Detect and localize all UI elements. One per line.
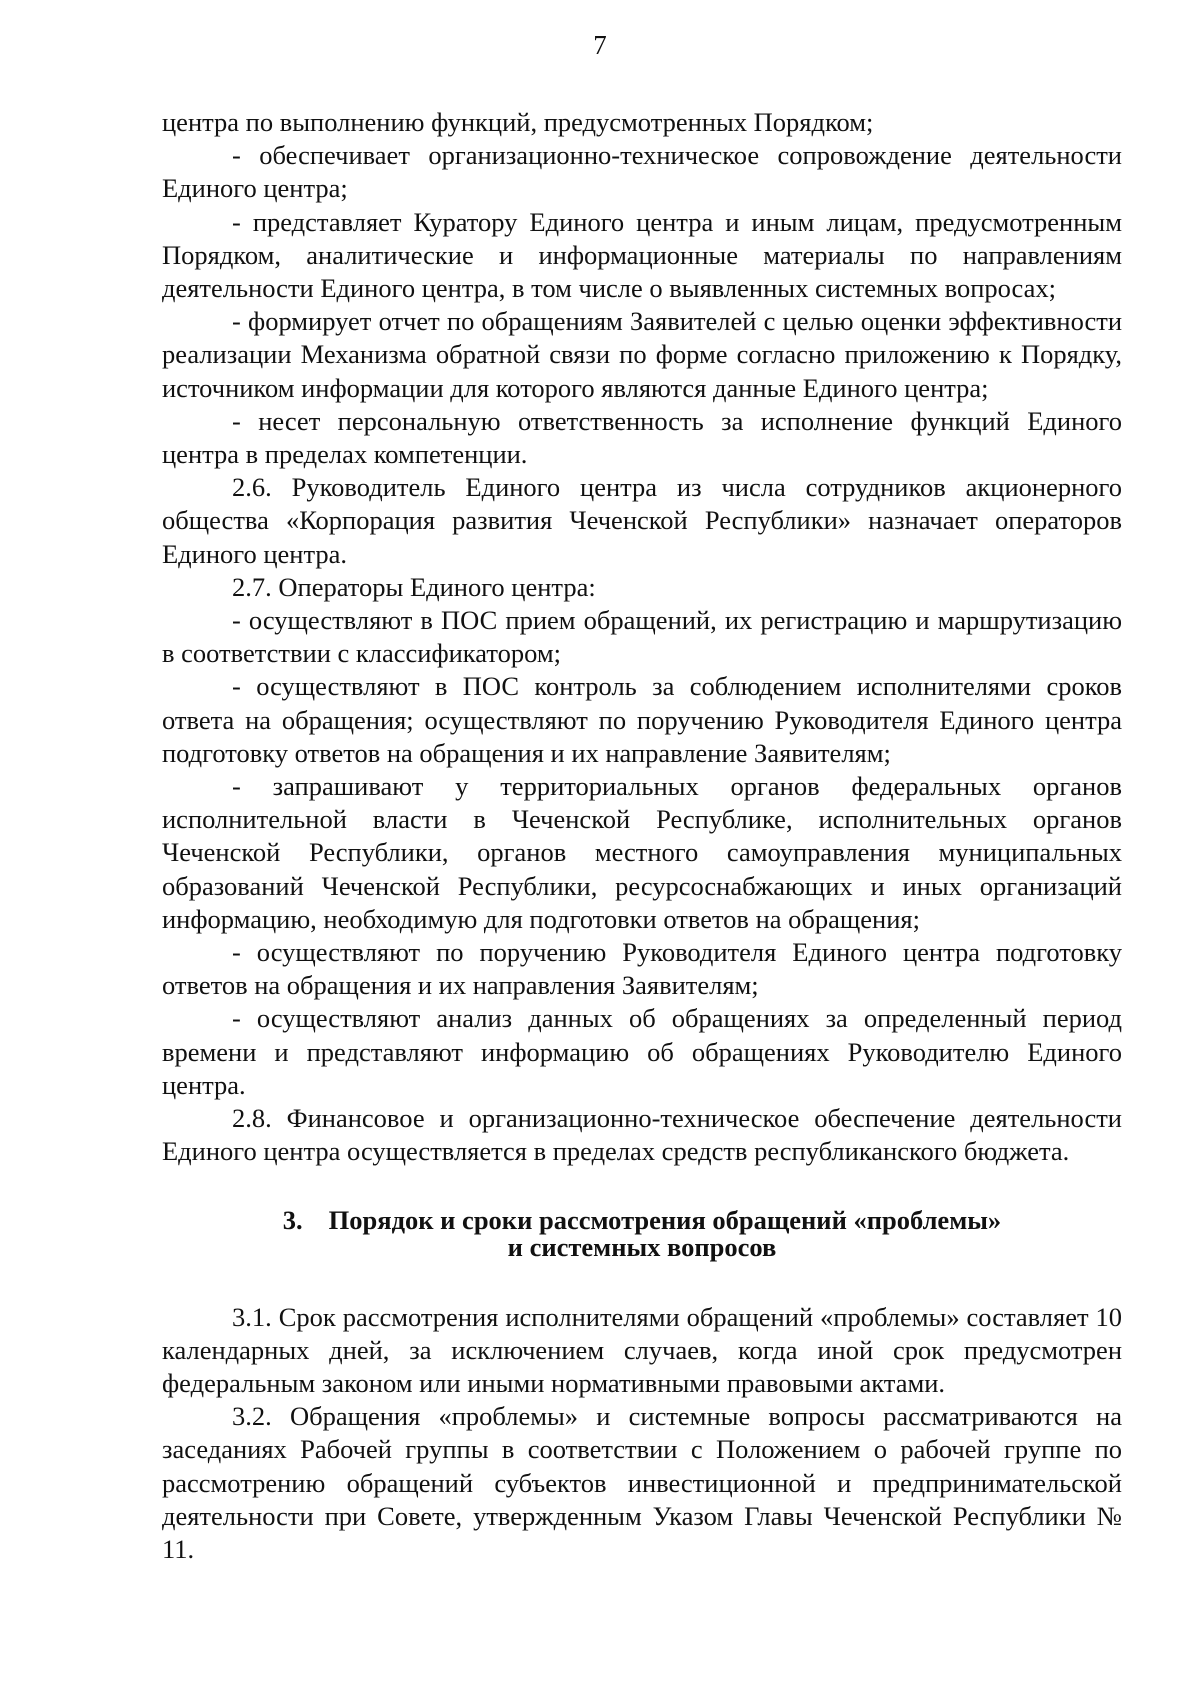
- paragraph: 3.1. Срок рассмотрения исполнителями обращений «проблемы» составляет 10 календарных дней, за исключением случаев, когда иной срок предусмотрен федеральным законом или иными нормативными правовыми актами.: [162, 1301, 1122, 1398]
- page-number: 7: [593, 30, 607, 60]
- paragraph: - формирует отчет по обращениям Заявителей с целью оценки эффективности реализации Механизма обратной связи по форме согласно приложению к Порядку, источником информации для которого являются данные Единого центра;: [162, 306, 1122, 403]
- paragraph: - осуществляют в ПОС контроль за соблюдением исполнителями сроков ответа на обращения; осуществляют по поручению Руководителя Единого центра подготовку ответов на обращения и их направление Заявителям;: [162, 671, 1122, 768]
- section-title-line1: Порядок и сроки рассмотрения обращений «проблемы»: [328, 1204, 1002, 1235]
- paragraph: - обеспечивает организационно-техническое сопровождение деятельности Единого центра;: [162, 140, 1122, 204]
- paragraph: - представляет Куратору Единого центра и иным лицам, предусмотренным Порядком, аналитические и информационные материалы по направлениям деятельности Единого центра, в том числе о выявленных системных вопросах;: [162, 206, 1122, 304]
- paragraph: 2.6. Руководитель Единого центра из числа сотрудников акционерного общества «Корпорация развития Чеченской Республики» назначает операторов Единого центра.: [162, 472, 1122, 569]
- paragraph: 3.2. Обращения «проблемы» и системные вопросы рассматриваются на заседаниях Рабочей группы в соответствии с Положением о рабочей группе по рассмотрению обращений субъектов инвестиционной и предпринимательской деятельности при Совете, утвержденным Указом Главы Чеченской Республики № 11.: [162, 1401, 1122, 1564]
- paragraph: центра по выполнению функций, предусмотренных Порядком;: [162, 107, 874, 137]
- paragraph: - осуществляют анализ данных об обращениях за определенный период времени и представляют информацию об обращениях Руководителю Единого центра.: [162, 1003, 1122, 1100]
- section-title-line2: и системных вопросов: [507, 1231, 777, 1262]
- paragraph: 2.8. Финансовое и организационно-техническое обеспечение деятельности Единого центра осуществляется в пределах средств республиканского бюджета.: [162, 1103, 1122, 1167]
- section-number: 3.: [282, 1204, 303, 1235]
- paragraph: - осуществляют в ПОС прием обращений, их регистрацию и маршрутизацию в соответствии с классификатором;: [162, 605, 1122, 669]
- document-body: [162, 106, 1122, 1566]
- paragraph: - запрашивают у территориальных органов федеральных органов исполнительной власти в Чеченской Республике, исполнительных органов Чеченской Республики, органов местного самоуправления муниципальных образований Чеченской Республики, ресурсоснабжающих и иных организаций информацию, необходимую для подготовки ответов на обращения;: [162, 771, 1122, 934]
- paragraph: 2.7. Операторы Единого центра:: [232, 571, 596, 602]
- paragraph: - осуществляют по поручению Руководителя Единого центра подготовку ответов на обращения и их направления Заявителям;: [162, 937, 1122, 1001]
- paragraph: - несет персональную ответственность за исполнение функций Единого центра в пределах компетенции.: [162, 405, 1122, 470]
- section-heading: [162, 1204, 1122, 1262]
